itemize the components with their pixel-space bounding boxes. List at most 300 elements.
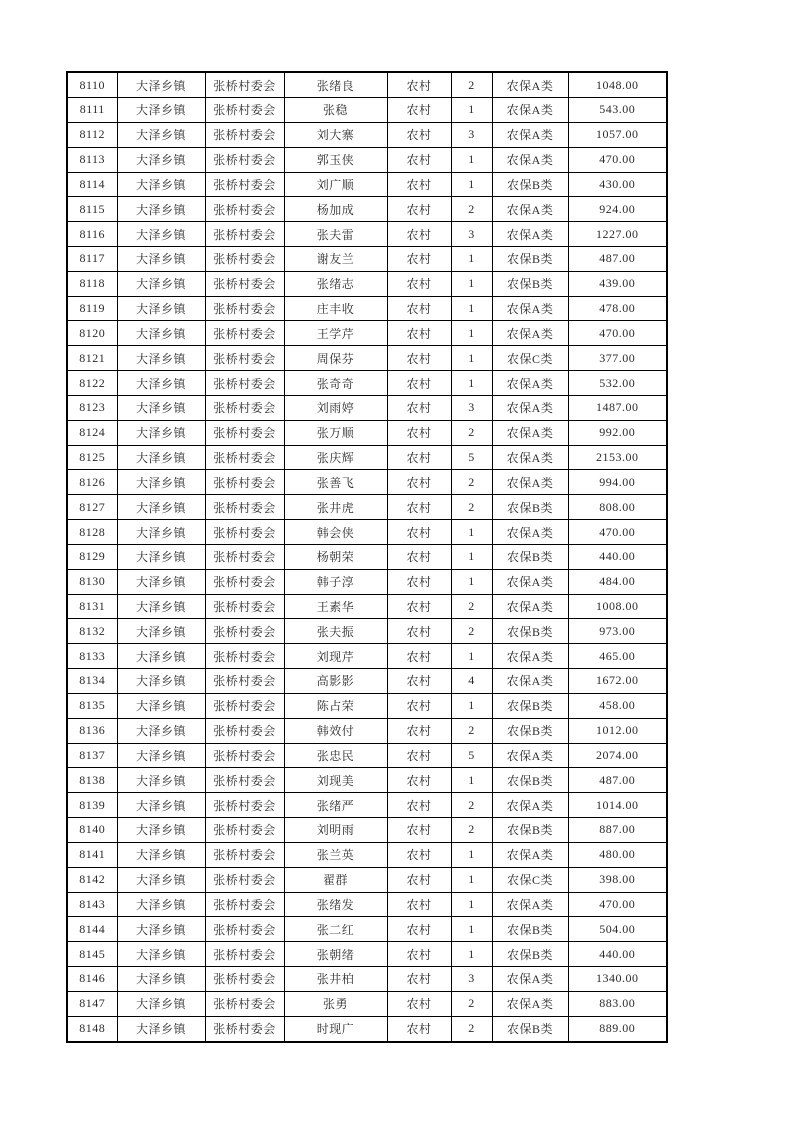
cell-residence-type: 农村	[387, 818, 451, 843]
cell-residence-type: 农村	[387, 222, 451, 247]
cell-person-name: 杨朝荣	[284, 544, 387, 569]
cell-person-count: 2	[451, 495, 492, 520]
cell-township: 大泽乡镇	[117, 520, 205, 545]
cell-village-committee: 张桥村委会	[205, 1016, 284, 1042]
cell-person-name: 张庆辉	[284, 445, 387, 470]
cell-residence-type: 农村	[387, 768, 451, 793]
cell-village-committee: 张桥村委会	[205, 942, 284, 967]
cell-amount: 1672.00	[568, 669, 667, 694]
cell-residence-type: 农村	[387, 72, 451, 98]
cell-village-committee: 张桥村委会	[205, 520, 284, 545]
cell-person-count: 1	[451, 271, 492, 296]
cell-village-committee: 张桥村委会	[205, 793, 284, 818]
cell-serial-number: 8114	[67, 172, 117, 197]
cell-amount: 973.00	[568, 619, 667, 644]
cell-village-committee: 张桥村委会	[205, 867, 284, 892]
table-row	[67, 867, 667, 892]
cell-serial-number: 8146	[67, 967, 117, 992]
cell-residence-type: 农村	[387, 569, 451, 594]
cell-person-name: 陈占荣	[284, 693, 387, 718]
cell-amount: 440.00	[568, 942, 667, 967]
cell-township: 大泽乡镇	[117, 271, 205, 296]
cell-person-name: 张稳	[284, 98, 387, 123]
cell-insurance-category: 农保A类	[492, 594, 568, 619]
cell-insurance-category: 农保A类	[492, 644, 568, 669]
cell-serial-number: 8138	[67, 768, 117, 793]
cell-residence-type: 农村	[387, 842, 451, 867]
cell-residence-type: 农村	[387, 98, 451, 123]
cell-person-count: 2	[451, 818, 492, 843]
cell-township: 大泽乡镇	[117, 420, 205, 445]
cell-village-committee: 张桥村委会	[205, 470, 284, 495]
cell-amount: 924.00	[568, 197, 667, 222]
cell-township: 大泽乡镇	[117, 346, 205, 371]
cell-township: 大泽乡镇	[117, 147, 205, 172]
cell-amount: 883.00	[568, 991, 667, 1016]
table-row	[67, 693, 667, 718]
cell-person-name: 谢友兰	[284, 246, 387, 271]
table-row	[67, 967, 667, 992]
cell-serial-number: 8143	[67, 892, 117, 917]
cell-township: 大泽乡镇	[117, 718, 205, 743]
cell-village-committee: 张桥村委会	[205, 768, 284, 793]
cell-serial-number: 8113	[67, 147, 117, 172]
cell-insurance-category: 农保B类	[492, 818, 568, 843]
cell-person-count: 1	[451, 842, 492, 867]
cell-amount: 470.00	[568, 321, 667, 346]
cell-residence-type: 农村	[387, 793, 451, 818]
cell-serial-number: 8147	[67, 991, 117, 1016]
cell-amount: 478.00	[568, 296, 667, 321]
cell-person-count: 3	[451, 967, 492, 992]
cell-village-committee: 张桥村委会	[205, 122, 284, 147]
cell-township: 大泽乡镇	[117, 98, 205, 123]
cell-serial-number: 8142	[67, 867, 117, 892]
cell-insurance-category: 农保A类	[492, 991, 568, 1016]
cell-person-count: 1	[451, 246, 492, 271]
cell-person-count: 1	[451, 917, 492, 942]
cell-insurance-category: 农保A类	[492, 122, 568, 147]
cell-serial-number: 8118	[67, 271, 117, 296]
cell-insurance-category: 农保A类	[492, 669, 568, 694]
cell-serial-number: 8137	[67, 743, 117, 768]
table-row	[67, 395, 667, 420]
cell-village-committee: 张桥村委会	[205, 296, 284, 321]
cell-township: 大泽乡镇	[117, 470, 205, 495]
cell-amount: 1057.00	[568, 122, 667, 147]
cell-person-count: 2	[451, 991, 492, 1016]
cell-amount: 484.00	[568, 569, 667, 594]
cell-person-count: 1	[451, 644, 492, 669]
table-row	[67, 569, 667, 594]
cell-village-committee: 张桥村委会	[205, 619, 284, 644]
cell-village-committee: 张桥村委会	[205, 197, 284, 222]
cell-person-name: 张忠民	[284, 743, 387, 768]
cell-person-count: 2	[451, 793, 492, 818]
cell-serial-number: 8128	[67, 520, 117, 545]
cell-township: 大泽乡镇	[117, 842, 205, 867]
table-row	[67, 371, 667, 396]
cell-person-count: 2	[451, 470, 492, 495]
table-row	[67, 246, 667, 271]
cell-person-count: 2	[451, 420, 492, 445]
cell-residence-type: 农村	[387, 371, 451, 396]
cell-insurance-category: 农保B类	[492, 544, 568, 569]
cell-serial-number: 8136	[67, 718, 117, 743]
cell-township: 大泽乡镇	[117, 991, 205, 1016]
cell-serial-number: 8126	[67, 470, 117, 495]
cell-serial-number: 8132	[67, 619, 117, 644]
cell-residence-type: 农村	[387, 619, 451, 644]
table-row	[67, 172, 667, 197]
cell-person-name: 张朝绪	[284, 942, 387, 967]
table-row	[67, 743, 667, 768]
cell-residence-type: 农村	[387, 445, 451, 470]
cell-township: 大泽乡镇	[117, 693, 205, 718]
cell-village-committee: 张桥村委会	[205, 991, 284, 1016]
cell-insurance-category: 农保B类	[492, 942, 568, 967]
cell-residence-type: 农村	[387, 395, 451, 420]
cell-amount: 1008.00	[568, 594, 667, 619]
cell-amount: 889.00	[568, 1016, 667, 1042]
cell-person-count: 5	[451, 743, 492, 768]
table-row	[67, 892, 667, 917]
cell-township: 大泽乡镇	[117, 495, 205, 520]
cell-amount: 470.00	[568, 892, 667, 917]
cell-person-name: 张绪良	[284, 72, 387, 98]
cell-residence-type: 农村	[387, 718, 451, 743]
cell-village-committee: 张桥村委会	[205, 669, 284, 694]
cell-township: 大泽乡镇	[117, 644, 205, 669]
table-row	[67, 420, 667, 445]
cell-person-count: 1	[451, 296, 492, 321]
cell-person-name: 庄丰收	[284, 296, 387, 321]
cell-person-count: 1	[451, 321, 492, 346]
cell-insurance-category: 农保B类	[492, 693, 568, 718]
cell-township: 大泽乡镇	[117, 445, 205, 470]
cell-village-committee: 张桥村委会	[205, 743, 284, 768]
cell-village-committee: 张桥村委会	[205, 420, 284, 445]
cell-insurance-category: 农保A类	[492, 197, 568, 222]
cell-township: 大泽乡镇	[117, 967, 205, 992]
cell-person-count: 1	[451, 371, 492, 396]
cell-amount: 398.00	[568, 867, 667, 892]
cell-insurance-category: 农保A类	[492, 395, 568, 420]
table-row	[67, 942, 667, 967]
cell-serial-number: 8117	[67, 246, 117, 271]
cell-insurance-category: 农保A类	[492, 793, 568, 818]
cell-serial-number: 8131	[67, 594, 117, 619]
cell-insurance-category: 农保A类	[492, 296, 568, 321]
cell-person-name: 张万顺	[284, 420, 387, 445]
cell-amount: 1227.00	[568, 222, 667, 247]
cell-amount: 480.00	[568, 842, 667, 867]
cell-person-count: 1	[451, 867, 492, 892]
cell-person-count: 1	[451, 693, 492, 718]
cell-serial-number: 8116	[67, 222, 117, 247]
cell-amount: 439.00	[568, 271, 667, 296]
payment-table	[66, 71, 668, 1043]
cell-village-committee: 张桥村委会	[205, 445, 284, 470]
cell-village-committee: 张桥村委会	[205, 346, 284, 371]
cell-amount: 470.00	[568, 147, 667, 172]
cell-person-count: 1	[451, 569, 492, 594]
cell-insurance-category: 农保B类	[492, 246, 568, 271]
cell-serial-number: 8141	[67, 842, 117, 867]
cell-serial-number: 8144	[67, 917, 117, 942]
table-row	[67, 346, 667, 371]
cell-amount: 465.00	[568, 644, 667, 669]
cell-insurance-category: 农保B类	[492, 271, 568, 296]
cell-person-count: 1	[451, 544, 492, 569]
cell-person-name: 杨加成	[284, 197, 387, 222]
cell-residence-type: 农村	[387, 1016, 451, 1042]
table-row	[67, 768, 667, 793]
cell-insurance-category: 农保A类	[492, 967, 568, 992]
cell-person-name: 刘广顺	[284, 172, 387, 197]
cell-township: 大泽乡镇	[117, 594, 205, 619]
cell-person-name: 张绪严	[284, 793, 387, 818]
cell-village-committee: 张桥村委会	[205, 172, 284, 197]
cell-township: 大泽乡镇	[117, 743, 205, 768]
cell-insurance-category: 农保A类	[492, 420, 568, 445]
cell-township: 大泽乡镇	[117, 867, 205, 892]
cell-person-name: 高影影	[284, 669, 387, 694]
cell-township: 大泽乡镇	[117, 669, 205, 694]
cell-person-name: 王学芹	[284, 321, 387, 346]
table-row	[67, 72, 667, 98]
cell-person-name: 翟群	[284, 867, 387, 892]
table-row	[67, 644, 667, 669]
table-row	[67, 793, 667, 818]
table-row	[67, 991, 667, 1016]
cell-person-name: 张勇	[284, 991, 387, 1016]
table-row	[67, 594, 667, 619]
cell-person-count: 1	[451, 892, 492, 917]
cell-insurance-category: 农保A类	[492, 569, 568, 594]
cell-amount: 992.00	[568, 420, 667, 445]
cell-village-committee: 张桥村委会	[205, 917, 284, 942]
cell-township: 大泽乡镇	[117, 569, 205, 594]
cell-township: 大泽乡镇	[117, 371, 205, 396]
cell-residence-type: 农村	[387, 892, 451, 917]
table-row	[67, 520, 667, 545]
cell-residence-type: 农村	[387, 197, 451, 222]
cell-residence-type: 农村	[387, 147, 451, 172]
cell-township: 大泽乡镇	[117, 246, 205, 271]
cell-person-name: 刘大寨	[284, 122, 387, 147]
cell-person-count: 1	[451, 942, 492, 967]
cell-person-name: 张井虎	[284, 495, 387, 520]
cell-township: 大泽乡镇	[117, 942, 205, 967]
cell-residence-type: 农村	[387, 246, 451, 271]
cell-insurance-category: 农保B类	[492, 768, 568, 793]
cell-residence-type: 农村	[387, 122, 451, 147]
cell-person-name: 张善飞	[284, 470, 387, 495]
cell-person-count: 1	[451, 346, 492, 371]
cell-person-name: 张井柏	[284, 967, 387, 992]
cell-residence-type: 农村	[387, 693, 451, 718]
cell-township: 大泽乡镇	[117, 296, 205, 321]
cell-amount: 543.00	[568, 98, 667, 123]
cell-residence-type: 农村	[387, 594, 451, 619]
cell-insurance-category: 农保A类	[492, 147, 568, 172]
cell-serial-number: 8129	[67, 544, 117, 569]
cell-person-count: 5	[451, 445, 492, 470]
cell-person-name: 张绪发	[284, 892, 387, 917]
cell-serial-number: 8121	[67, 346, 117, 371]
cell-residence-type: 农村	[387, 470, 451, 495]
cell-village-committee: 张桥村委会	[205, 569, 284, 594]
cell-person-name: 张二红	[284, 917, 387, 942]
cell-residence-type: 农村	[387, 743, 451, 768]
cell-person-count: 2	[451, 197, 492, 222]
cell-village-committee: 张桥村委会	[205, 246, 284, 271]
cell-residence-type: 农村	[387, 917, 451, 942]
cell-insurance-category: 农保A类	[492, 371, 568, 396]
cell-person-name: 郭玉侠	[284, 147, 387, 172]
cell-village-committee: 张桥村委会	[205, 892, 284, 917]
cell-township: 大泽乡镇	[117, 222, 205, 247]
cell-amount: 377.00	[568, 346, 667, 371]
cell-serial-number: 8134	[67, 669, 117, 694]
table-row	[67, 222, 667, 247]
cell-village-committee: 张桥村委会	[205, 98, 284, 123]
table-row	[67, 495, 667, 520]
cell-person-name: 韩子淳	[284, 569, 387, 594]
cell-village-committee: 张桥村委会	[205, 818, 284, 843]
cell-person-name: 韩效付	[284, 718, 387, 743]
cell-village-committee: 张桥村委会	[205, 271, 284, 296]
cell-township: 大泽乡镇	[117, 172, 205, 197]
cell-serial-number: 8148	[67, 1016, 117, 1042]
cell-residence-type: 农村	[387, 271, 451, 296]
cell-serial-number: 8140	[67, 818, 117, 843]
payment-table-body	[67, 72, 667, 1042]
cell-insurance-category: 农保A类	[492, 743, 568, 768]
cell-village-committee: 张桥村委会	[205, 72, 284, 98]
cell-serial-number: 8122	[67, 371, 117, 396]
cell-township: 大泽乡镇	[117, 1016, 205, 1042]
cell-village-committee: 张桥村委会	[205, 495, 284, 520]
cell-person-name: 张奇奇	[284, 371, 387, 396]
cell-residence-type: 农村	[387, 296, 451, 321]
cell-person-count: 3	[451, 122, 492, 147]
cell-person-count: 2	[451, 1016, 492, 1042]
cell-residence-type: 农村	[387, 172, 451, 197]
cell-insurance-category: 农保A类	[492, 892, 568, 917]
cell-insurance-category: 农保B类	[492, 495, 568, 520]
cell-township: 大泽乡镇	[117, 818, 205, 843]
cell-amount: 487.00	[568, 246, 667, 271]
cell-person-name: 张绪志	[284, 271, 387, 296]
table-row	[67, 669, 667, 694]
table-row	[67, 122, 667, 147]
cell-person-count: 2	[451, 619, 492, 644]
cell-person-count: 1	[451, 147, 492, 172]
cell-township: 大泽乡镇	[117, 768, 205, 793]
cell-township: 大泽乡镇	[117, 544, 205, 569]
cell-village-committee: 张桥村委会	[205, 544, 284, 569]
cell-insurance-category: 农保A类	[492, 72, 568, 98]
cell-township: 大泽乡镇	[117, 321, 205, 346]
cell-village-committee: 张桥村委会	[205, 371, 284, 396]
cell-serial-number: 8139	[67, 793, 117, 818]
cell-person-count: 3	[451, 395, 492, 420]
cell-township: 大泽乡镇	[117, 122, 205, 147]
cell-village-committee: 张桥村委会	[205, 693, 284, 718]
cell-township: 大泽乡镇	[117, 793, 205, 818]
cell-township: 大泽乡镇	[117, 917, 205, 942]
cell-amount: 440.00	[568, 544, 667, 569]
cell-person-name: 张夫雷	[284, 222, 387, 247]
cell-serial-number: 8123	[67, 395, 117, 420]
cell-insurance-category: 农保B类	[492, 619, 568, 644]
cell-village-committee: 张桥村委会	[205, 321, 284, 346]
cell-residence-type: 农村	[387, 644, 451, 669]
table-row	[67, 98, 667, 123]
cell-person-count: 1	[451, 172, 492, 197]
table-row	[67, 470, 667, 495]
cell-residence-type: 农村	[387, 991, 451, 1016]
table-row	[67, 445, 667, 470]
cell-serial-number: 8110	[67, 72, 117, 98]
cell-insurance-category: 农保B类	[492, 718, 568, 743]
cell-person-count: 3	[451, 222, 492, 247]
cell-residence-type: 农村	[387, 669, 451, 694]
cell-township: 大泽乡镇	[117, 72, 205, 98]
cell-village-committee: 张桥村委会	[205, 395, 284, 420]
table-row	[67, 147, 667, 172]
cell-residence-type: 农村	[387, 321, 451, 346]
cell-person-name: 张兰英	[284, 842, 387, 867]
cell-person-count: 1	[451, 98, 492, 123]
cell-residence-type: 农村	[387, 420, 451, 445]
cell-village-committee: 张桥村委会	[205, 718, 284, 743]
cell-serial-number: 8120	[67, 321, 117, 346]
cell-serial-number: 8124	[67, 420, 117, 445]
cell-person-count: 1	[451, 520, 492, 545]
cell-serial-number: 8111	[67, 98, 117, 123]
table-row	[67, 917, 667, 942]
cell-insurance-category: 农保A类	[492, 98, 568, 123]
cell-residence-type: 农村	[387, 867, 451, 892]
cell-person-count: 1	[451, 768, 492, 793]
cell-village-committee: 张桥村委会	[205, 594, 284, 619]
cell-residence-type: 农村	[387, 520, 451, 545]
cell-amount: 887.00	[568, 818, 667, 843]
cell-serial-number: 8112	[67, 122, 117, 147]
table-row	[67, 197, 667, 222]
cell-person-name: 刘现美	[284, 768, 387, 793]
cell-amount: 532.00	[568, 371, 667, 396]
cell-residence-type: 农村	[387, 495, 451, 520]
cell-amount: 504.00	[568, 917, 667, 942]
cell-residence-type: 农村	[387, 544, 451, 569]
cell-village-committee: 张桥村委会	[205, 644, 284, 669]
cell-amount: 1487.00	[568, 395, 667, 420]
cell-amount: 994.00	[568, 470, 667, 495]
cell-serial-number: 8135	[67, 693, 117, 718]
cell-residence-type: 农村	[387, 967, 451, 992]
cell-person-count: 2	[451, 72, 492, 98]
cell-insurance-category: 农保A类	[492, 842, 568, 867]
cell-insurance-category: 农保A类	[492, 520, 568, 545]
cell-serial-number: 8127	[67, 495, 117, 520]
cell-amount: 1048.00	[568, 72, 667, 98]
cell-amount: 1014.00	[568, 793, 667, 818]
cell-amount: 808.00	[568, 495, 667, 520]
